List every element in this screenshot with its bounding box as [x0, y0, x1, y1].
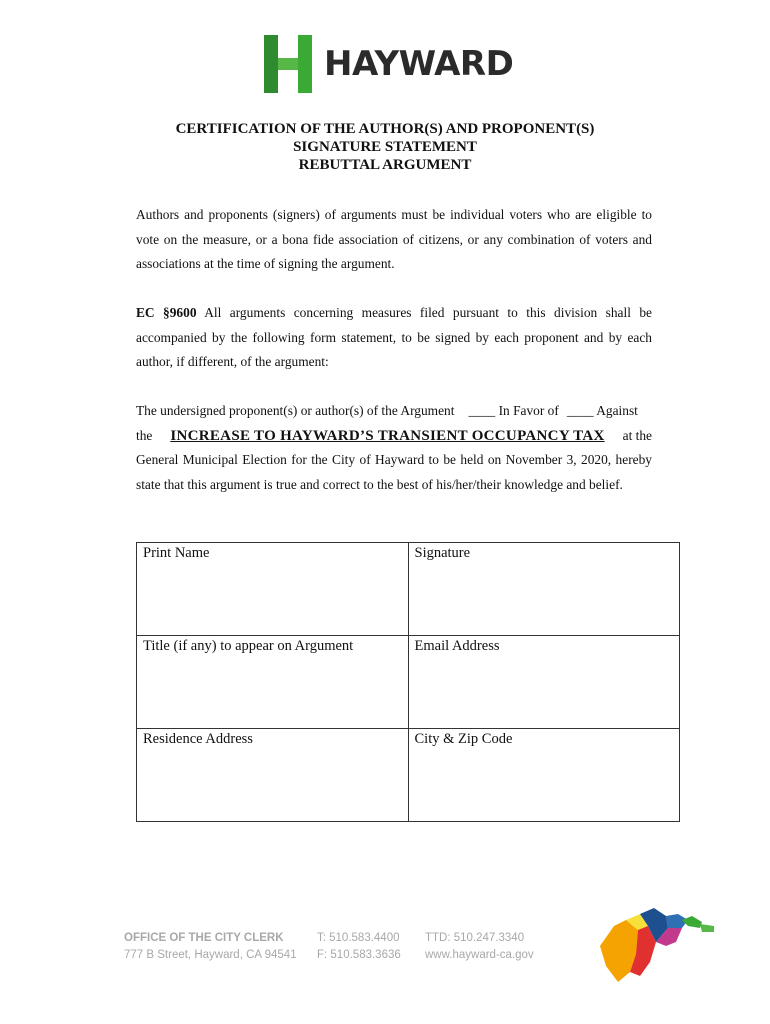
- footer-phone: T: 510.583.4400: [317, 932, 400, 944]
- footer-ttd: TTD: 510.247.3340: [425, 932, 525, 944]
- eligibility-paragraph: Authors and proponents (signers) of arguments must be individual voters who are eligible to vote on the measure, or a bona fide association of citizens, or any combination of voters and associations at the time of signing the argument.: [136, 207, 652, 271]
- table-row: [137, 636, 680, 729]
- city-zip-field[interactable]: City & Zip Code: [408, 729, 680, 822]
- statement-rest: General Municipal Election for the City of Hayward to be held on November 3, 2020, hereby state that this argument is true and correct to the best of his/her/their knowledge and belief.: [136, 452, 652, 492]
- residence-address-field[interactable]: Residence Address: [137, 729, 409, 822]
- title-rebuttal-argument: REBUTTAL ARGUMENT: [298, 157, 472, 173]
- signature-table: [136, 542, 680, 822]
- footer-office-name: OFFICE OF THE CITY CLERK: [124, 932, 284, 944]
- signature-field[interactable]: Signature: [408, 543, 680, 636]
- title-signature-statement: SIGNATURE STATEMENT: [293, 139, 477, 155]
- hayward-map-icon: [596, 906, 720, 986]
- against-option[interactable]: ____ Against: [566, 403, 638, 418]
- print-name-field[interactable]: Print Name: [137, 543, 409, 636]
- footer-website[interactable]: www.hayward-ca.gov: [425, 949, 534, 961]
- logo-wordmark: HAYWARD: [324, 44, 514, 84]
- ec-code: EC §9600: [136, 305, 197, 320]
- hayward-h-icon: [264, 35, 312, 93]
- ec-text: All arguments concerning measures filed pursuant to this division shall be accompanied by the following form statement, to be signed by each proponent and by each author, if different, of the argument:: [136, 305, 652, 369]
- hayward-logo: [264, 34, 513, 94]
- title-field[interactable]: Title (if any) to appear on Argument: [137, 636, 409, 729]
- in-favor-option[interactable]: ____ In Favor of: [468, 403, 559, 418]
- footer-phones: [317, 930, 401, 964]
- footer-address: 777 B Street, Hayward, CA 94541: [124, 949, 297, 961]
- statement-paragraph: [136, 399, 652, 497]
- statement-line-2: [136, 424, 652, 449]
- statement-prefix: The undersigned proponent(s) or author(s) of the Argument: [136, 403, 455, 418]
- statement-the: the: [136, 427, 153, 443]
- ec-9600-paragraph: [136, 301, 652, 375]
- document-titles: [0, 120, 770, 174]
- statement-at-the: at the: [622, 427, 652, 443]
- footer-fax: F: 510.583.3636: [317, 949, 401, 961]
- title-certification: CERTIFICATION OF THE AUTHOR(S) AND PROPONENT(S): [175, 121, 595, 137]
- measure-title: INCREASE TO HAYWARD’S TRANSIENT OCCUPANCY TAX: [170, 427, 605, 444]
- table-row: [137, 729, 680, 822]
- footer-contact: [425, 930, 534, 964]
- table-row: [137, 543, 680, 636]
- footer-office: [124, 930, 297, 964]
- email-address-field[interactable]: Email Address: [408, 636, 680, 729]
- statement-line-1: [136, 399, 652, 424]
